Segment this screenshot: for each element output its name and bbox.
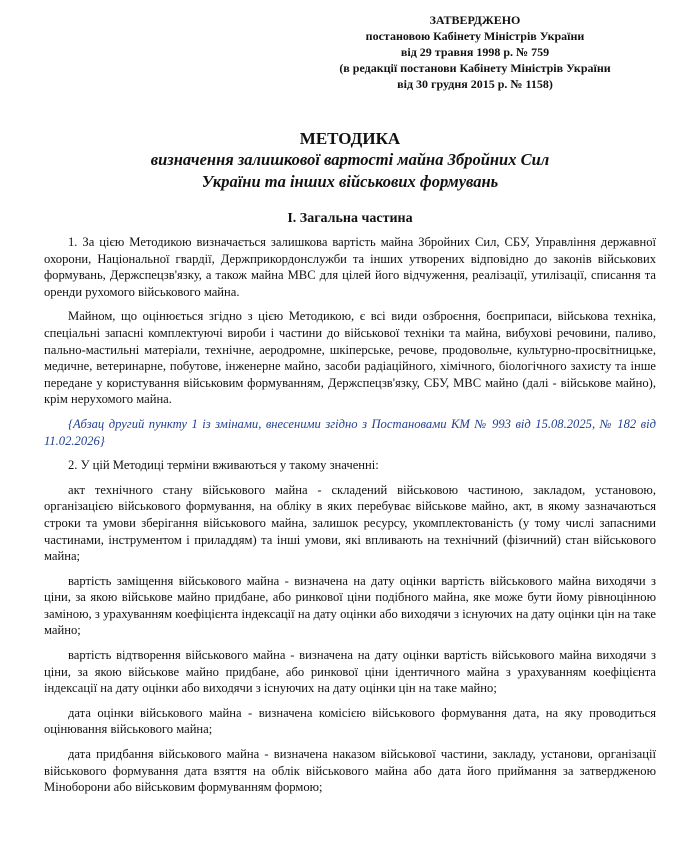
document-subtitle-line2: України та інших військових формувань [201, 172, 499, 191]
term-acquisition-date: дата придбання військового майна - визначена наказом військової частини, закладу, установи, організації військового формування дата взяття на облік військового майна або дата його приймання за затвердженою Міноборони або військовим формуванням формою; [44, 747, 656, 795]
approval-date: від 29 травня 1998 р. № 759 [400, 45, 550, 59]
approval-edition-date: від 30 грудня 2015 р. № 1158) [397, 77, 553, 91]
paragraph-2: Майном, що оцінюється згідно з цією Методикою, є всі види озброєння, боєприпаси, військова техніка, спеціальні запасні комплектуючі вироби і частини до військової техніки та майна, вибухові речовини, паливо, пально-мастильні матеріали, технічне, аеродромне, шкіперське, речове, продовольче, культурно-просвітницьке, медичне, ветеринарне, побутове, інженерне майно, засоби радіаційного, хімічного, біологічного захисту та інше передане у користування військовим формуванням, Держспецзв'язку, СБУ, МВС майно (далі - військове майно), крім нерухомого майна. [44, 309, 656, 407]
terms-intro: 2. У цій Методиці терміни вживаються у такому значенні: [68, 458, 379, 473]
term-valuation-date: дата оцінки військового майна - визначена комісією військового формування дата, на яку проводиться оцінювання військового майна; [44, 705, 656, 737]
approval-edition: (в редакції постанови Кабінету Міністрів України [339, 61, 611, 75]
approval-resolution: постановою Кабінету Міністрів України [365, 29, 585, 43]
document-subtitle-line1: визначення залишкової вартості майна Збройних Сил [150, 150, 550, 169]
term-reproduction-cost: вартість відтворення військового майна - визначена на дату оцінки вартість військового майна виходячи з ціни, за якою військове майно придбане, або ринкової ціни ідентичного майна з урахуванням коефіцієнта індексації на дату оцінки або виходячи з існуючих на дату оцінки цін на таке майно; [44, 648, 656, 696]
section-heading: I. Загальна частина [287, 211, 413, 226]
term-technical-state-act: акт технічного стану військового майна - складений військовою частиною, закладом, установою, організацією військового формування, на обліку в яких перебуває військове майно, акт, в якому зазначаються строки та умови зберігання військового майна, залишок ресурсу, укомплектованість (у тому числі запасними частинами, інструментом і приладдям) та інші умови, які впливають на технічний (фізичний) стан військового майна; [44, 482, 656, 564]
approval-stamp: ЗАТВЕРДЖЕНО [429, 13, 521, 27]
approval-block [294, 12, 656, 92]
paragraph-1: 1. За цією Методикою визначається залишкова вартість майна Збройних Сил, СБУ, Управління державної охорони, Національної гвардії, Держприкордонслужби та інших утворених відповідно до законів військових формувань, Держспецзв'язку, а також майна МВС для цілей його відчуження, реалізації, утилізації, списання та оренди рухомого військового майна. [44, 235, 656, 299]
amendment-note: {Абзац другий пункту 1 із змінами, внесеними згідно з Постановами КМ № 993 від 15.08.2025, № 182 від 11.02.2026} [44, 416, 656, 448]
term-replacement-cost: вартість заміщення військового майна - визначена на дату оцінки вартість військового майна виходячи з ціни, за якою військове майно придбане, або ринкової ціни подібного майна, яке може бути йому рівноцінною заміною, з урахуванням коефіцієнта індексації на дату оцінки або виходячи з існуючих на дату оцінки цін на таке майно; [44, 573, 656, 638]
document-title: МЕТОДИКА [299, 129, 401, 148]
